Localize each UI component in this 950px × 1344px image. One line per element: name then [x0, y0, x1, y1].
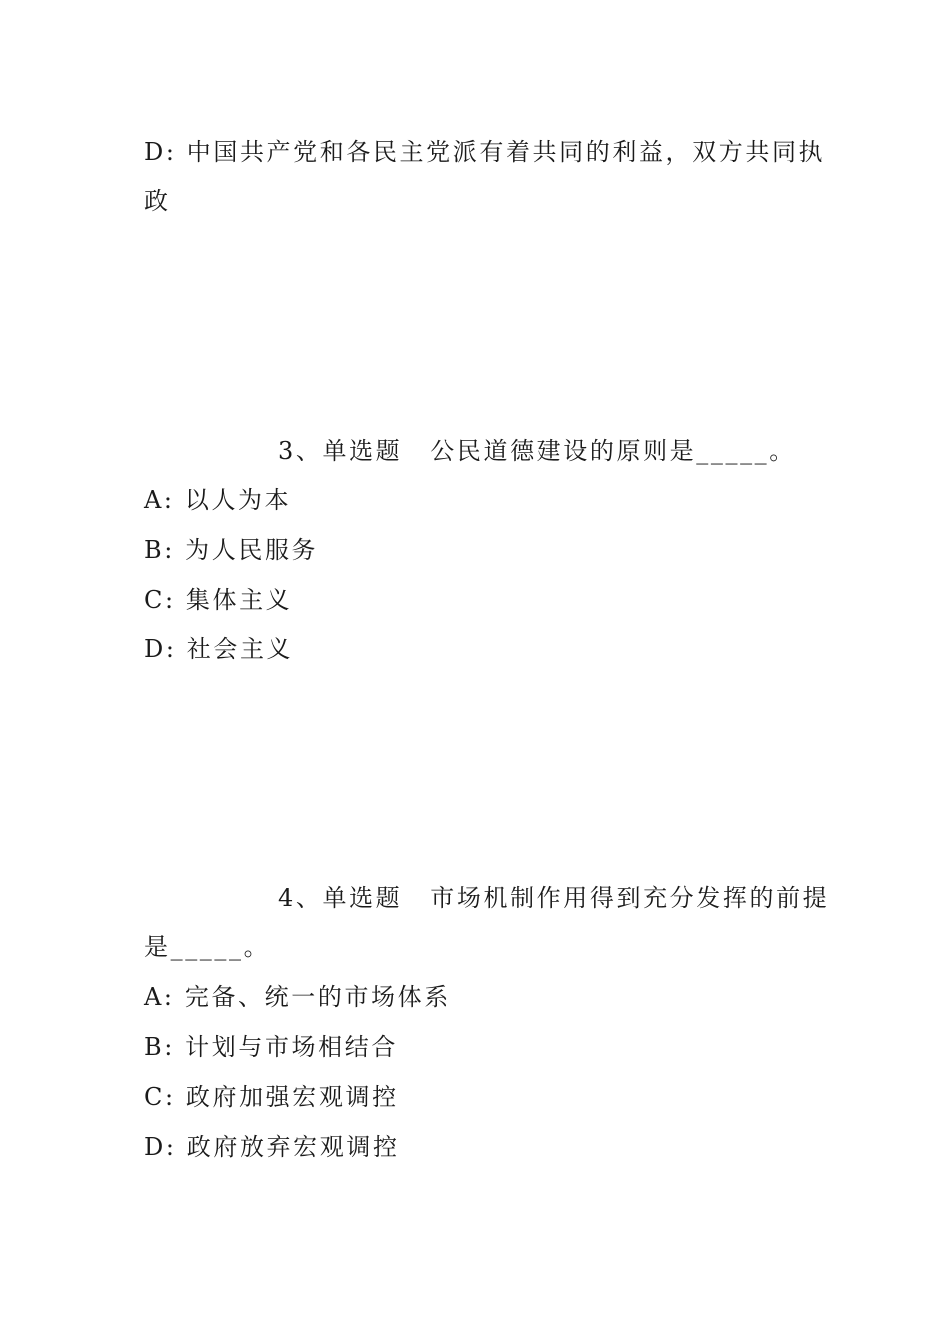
question-4-number-type: 4、单选题 [278, 884, 403, 912]
question-3-option-b: B: 为人民服务 [144, 536, 319, 564]
question-4-option-a: A: 完备、统一的市场体系 [144, 983, 451, 1011]
question-3-heading [144, 436, 814, 466]
question-4-stem-line1: 市场机制作用得到充分发挥的前提 [430, 884, 830, 912]
prev-option-d-line1: D: 中国共产党和各民主党派有着共同的利益，双方共同执 [144, 138, 826, 166]
question-3-number-type: 3、单选题 [278, 437, 403, 465]
prev-option-d-line2: 政 [144, 187, 171, 215]
question-4-stem-line2: 是_____。 [144, 933, 271, 961]
question-3-stem: 公民道德建设的原则是_____。 [430, 437, 796, 465]
question-4-heading [144, 883, 830, 913]
question-3-option-d: D: 社会主义 [144, 635, 294, 663]
question-4-option-d: D: 政府放弃宏观调控 [144, 1133, 400, 1161]
question-4-option-c: C: 政府加强宏观调控 [144, 1083, 399, 1111]
question-4-option-b: B: 计划与市场相结合 [144, 1033, 398, 1061]
question-3-option-a: A: 以人为本 [144, 486, 292, 514]
question-3-option-c: C: 集体主义 [144, 586, 293, 614]
